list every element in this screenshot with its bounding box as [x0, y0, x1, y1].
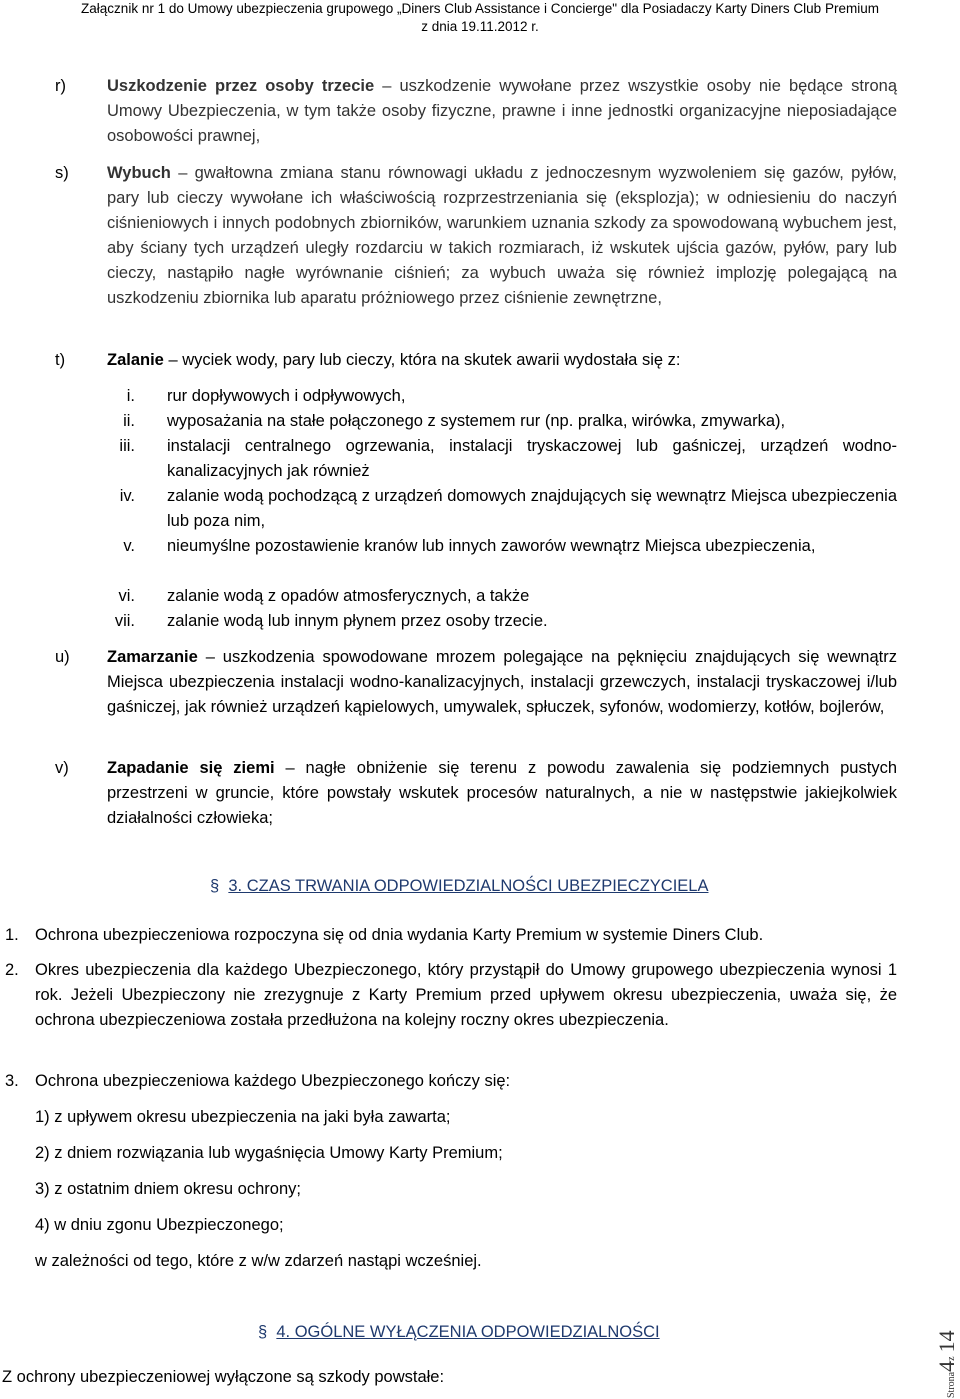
flood-item	[95, 584, 897, 609]
definition-item-s	[55, 161, 897, 311]
flood-item-text: zalanie wodą pochodzącą z urządzeń domowych znajdujących się wewnątrz Miejsca ubezpieczenia lub poza nim,	[167, 487, 897, 530]
section-mark: §	[258, 1323, 268, 1341]
roman-numeral: vi.	[118, 587, 135, 605]
flood-item	[95, 409, 897, 434]
item-label: r)	[55, 77, 66, 95]
section-4-intro: Z ochrony ubezpieczeniowej wyłączone są szkody powstałe:	[2, 1368, 445, 1386]
end-condition: 1) z upływem okresu ubezpieczenia na jaki była zawarta;	[35, 1108, 451, 1126]
roman-numeral: vii.	[114, 612, 135, 630]
paragraph-text: Ochrona ubezpieczeniowa każdego Ubezpieczonego kończy się:	[35, 1072, 511, 1090]
flood-item	[95, 384, 897, 409]
flood-item	[95, 434, 897, 484]
item-body	[107, 645, 897, 720]
section-3-heading	[210, 875, 910, 897]
roman-numeral: iv.	[119, 487, 135, 505]
item-body	[107, 756, 897, 831]
roman-numeral: iii.	[119, 437, 135, 455]
page-current: 4	[934, 1360, 959, 1372]
page-number	[934, 1330, 960, 1398]
item-body	[107, 348, 897, 373]
section-3-paragraph	[5, 1069, 897, 1094]
flood-item-text: nieumyślne pozostawienie kranów lub innych zaworów wewnątrz Miejsca ubezpieczenia,	[167, 537, 816, 555]
section-4-heading	[258, 1321, 958, 1343]
section-3-paragraph	[5, 923, 897, 948]
end-condition: 4) w dniu zgonu Ubezpieczonego;	[35, 1216, 284, 1234]
item-body	[107, 161, 897, 311]
paragraph-number: 1.	[5, 926, 19, 944]
term: Zamarzanie	[107, 648, 198, 666]
closing-note: w zależności od tego, które z w/w zdarzeń nastąpi wcześniej.	[35, 1252, 482, 1270]
roman-numeral: ii.	[123, 412, 135, 430]
definition-text: – uszkodzenie wywołane przez wszystkie osoby nie będące stroną Umowy Ubezpieczenia, w tym także osoby fizyczne, prawne i inne jednostki organizacyjne nieposiadające osobowości prawnej,	[107, 77, 897, 145]
term: Zapadanie się ziemi	[107, 759, 275, 777]
item-label: s)	[55, 164, 69, 182]
roman-numeral: i.	[126, 387, 135, 405]
term: Wybuch	[107, 164, 171, 182]
term: Uszkodzenie przez osoby trzecie	[107, 77, 375, 95]
document-header-title: Załącznik nr 1 do Umowy ubezpieczenia grupowego „Diners Club Assistance i Concierge" dla Posiadaczy Karty Diners Club Premium	[81, 1, 879, 16]
end-condition: 3) z ostatnim dniem okresu ochrony;	[35, 1180, 301, 1198]
flood-item	[95, 484, 897, 534]
item-body	[107, 74, 897, 149]
page-total: 14	[934, 1330, 959, 1353]
definition-text: – uszkodzenia spowodowane mrozem polegające na pęknięciu znajdujących się wewnątrz Miejsca ubezpieczenia instalacji wodno-kanalizacyjnych, instalacji grzewczych, instalacji tryskaczowej i/lub gaśniczej, jak również urządzeń kąpielowych, umywalek, spłuczek, syfonów, wodomierzy, kotłów, bojlerów,	[107, 648, 897, 716]
flood-item-text: zalanie wodą z opadów atmosferycznych, a także	[167, 587, 530, 605]
definition-item-u	[55, 645, 897, 720]
section-title: 3. CZAS TRWANIA ODPOWIEDZIALNOŚCI UBEZPIECZYCIELA	[228, 877, 709, 895]
definition-text: – gwałtowna zmiana stanu równowagi układu z jednoczesnym wyzwoleniem się gazów, pyłów, pary lub cieczy wywołane ich właściwością rozprzestrzeniania się (eksplozja); w odniesieniu do naczyń ciśnieniowych i innych podobnych zbiorników, warunkiem uznania szkody za spowodowaną wybuchem jest, aby ściany tych urządzeń uległy rozdarciu w takich rozmiarach, iż wskutek ujścia gazów, pyłów, pary lub cieczy, nastąpiło nagłe wyrównanie ciśnień; za wybuch uważa się również implozję polegającą na uszkodzeniu zbiornika lub aparatu próżniowego przez ciśnienie zewnętrzne,	[107, 164, 897, 307]
flood-item-text: rur dopływowych i odpływowych,	[167, 387, 406, 405]
section-title: 4. OGÓLNE WYŁĄCZENIA ODPOWIEDZIALNOŚCI	[276, 1323, 660, 1341]
paragraph-number: 3.	[5, 1072, 19, 1090]
paragraph-text: Okres ubezpieczenia dla każdego Ubezpieczonego, który przystąpił do Umowy grupowego ubezpieczenia wynosi 1 rok. Jeżeli Ubezpieczony nie zrezygnuje z Karty Premium przed upływem okresu ubezpieczenia, uważa się, że ochrona ubezpieczeniowa została przedłużona na kolejny roczny okres ubezpieczenia.	[35, 961, 897, 1029]
definition-item-r	[55, 74, 897, 149]
paragraph-text: Ochrona ubezpieczeniowa rozpoczyna się od dnia wydania Karty Premium w systemie Diners Club.	[35, 926, 764, 944]
flood-item-text: zalanie wodą lub innym płynem przez osoby trzecie.	[167, 612, 548, 630]
definition-text: – wyciek wody, pary lub cieczy, która na skutek awarii wydostała się z:	[163, 351, 681, 369]
flood-item	[95, 534, 897, 559]
page-of: z	[946, 1356, 957, 1361]
section-mark: §	[210, 877, 220, 895]
page-word: Strona	[946, 1371, 957, 1398]
definition-item-v	[55, 756, 897, 831]
flood-item-text: wyposażania na stałe połączonego z systemem rur (np. pralka, wirówka, zmywarka),	[167, 412, 786, 430]
document-header-date: z dnia 19.11.2012 r.	[421, 19, 539, 34]
end-condition: 2) z dniem rozwiązania lub wygaśnięcia Umowy Karty Premium;	[35, 1144, 503, 1162]
flood-item	[95, 609, 897, 634]
flood-item-text: instalacji centralnego ogrzewania, instalacji tryskaczowej lub gaśniczej, urządzeń wodno-kanalizacyjnych jak również	[167, 437, 897, 480]
definition-item-t	[55, 348, 897, 373]
paragraph-number: 2.	[5, 961, 19, 979]
item-label: t)	[55, 351, 66, 369]
section-3-paragraph	[5, 958, 897, 1033]
item-label: u)	[55, 648, 70, 666]
definition-text: – nagłe obniżenie się terenu z powodu zawalenia się podziemnych pustych przestrzeni w gruncie, które powstały wskutek procesów naturalnych, a nie w następstwie jakiejkolwiek działalności człowieka;	[107, 759, 897, 827]
roman-numeral: v.	[123, 537, 135, 555]
term: Zalanie	[107, 351, 164, 369]
item-label: v)	[55, 759, 69, 777]
